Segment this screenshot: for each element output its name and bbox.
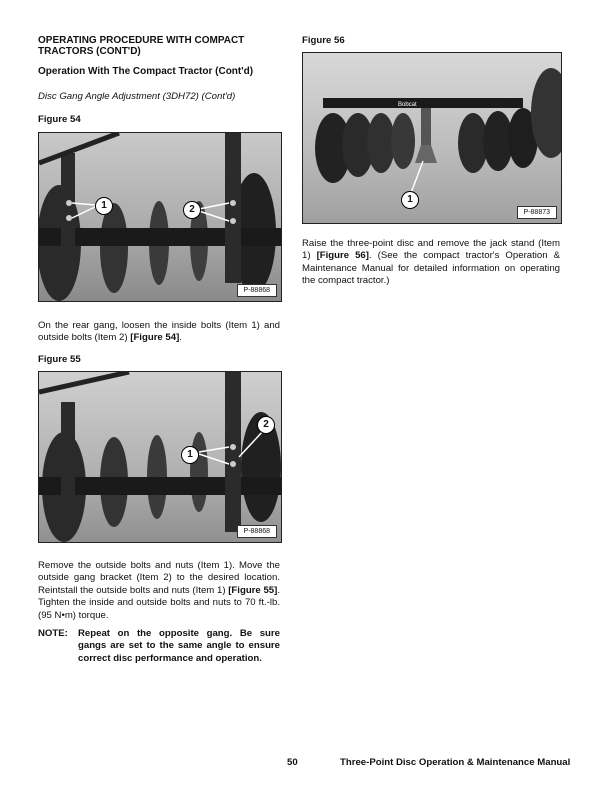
paragraph-move-bracket xyxy=(38,560,280,622)
text: On the rear gang, loosen the inside bolts (Item 1) and outside bolts (Item 2) xyxy=(38,320,280,344)
note xyxy=(38,628,280,665)
note-text: Repeat on the opposite gang. Be sure gangs are set to the same angle to ensure correct disc performance and operation. xyxy=(78,628,280,664)
three-point-disc-image xyxy=(303,53,561,223)
photo-number: P-88868 xyxy=(237,284,277,297)
photo-number: P-88873 xyxy=(517,206,557,219)
callout-2: 2 xyxy=(257,416,275,434)
figure-ref: [Figure 55] xyxy=(228,584,278,596)
disc-gang-image xyxy=(39,372,281,542)
page-number: 50 xyxy=(287,757,298,768)
callout-1: 1 xyxy=(181,446,199,464)
figure-56-label: Figure 56 xyxy=(302,35,345,46)
figure-55-label: Figure 55 xyxy=(38,354,81,365)
text: . Tighten the inside and outside bolts and nuts to 70 ft.-lb. (95 N•m) torque. xyxy=(38,584,280,621)
note-label: NOTE: xyxy=(38,628,68,639)
paragraph-loosen-bolts xyxy=(38,320,280,345)
subtitle: Operation With The Compact Tractor (Cont'd) xyxy=(38,66,254,77)
text: Remove the outside bolts and nuts (Item 1). Move the outside gang bracket (Item 2) to the desired location. Reintstall the outside bolts and nuts (Item 1) xyxy=(38,560,280,596)
paragraph-raise-disc xyxy=(302,238,560,288)
brand-logo: Bobcat xyxy=(398,102,417,108)
figure-ref: [Figure 56] xyxy=(316,250,369,262)
callout-2: 2 xyxy=(183,201,201,219)
figure-ref: [Figure 54] xyxy=(130,332,180,344)
manual-title-footer: Three-Point Disc Operation & Maintenance Manual xyxy=(340,757,571,768)
text: . (See the compact tractor's Operation & Maintenance Manual for detailed information on operating the compact tractor.) xyxy=(302,250,560,287)
figure-54-label: Figure 54 xyxy=(38,114,81,125)
disc-gang-image xyxy=(39,133,281,301)
text: . xyxy=(179,332,182,344)
title-line: TRACTORS (CONT'D) xyxy=(38,46,141,57)
section-title xyxy=(38,35,288,57)
photo-number: P-88868 xyxy=(237,525,277,538)
figure-55-photo xyxy=(38,371,282,543)
section-heading: Disc Gang Angle Adjustment (3DH72) (Cont'd) xyxy=(38,91,236,102)
figure-54-photo xyxy=(38,132,282,302)
callout-1: 1 xyxy=(401,191,419,209)
text: Raise the three-point disc and remove the jack stand (Item 1) xyxy=(302,238,560,262)
callout-1: 1 xyxy=(95,197,113,215)
title-line: OPERATING PROCEDURE WITH COMPACT xyxy=(38,35,245,46)
figure-56-photo xyxy=(302,52,562,224)
